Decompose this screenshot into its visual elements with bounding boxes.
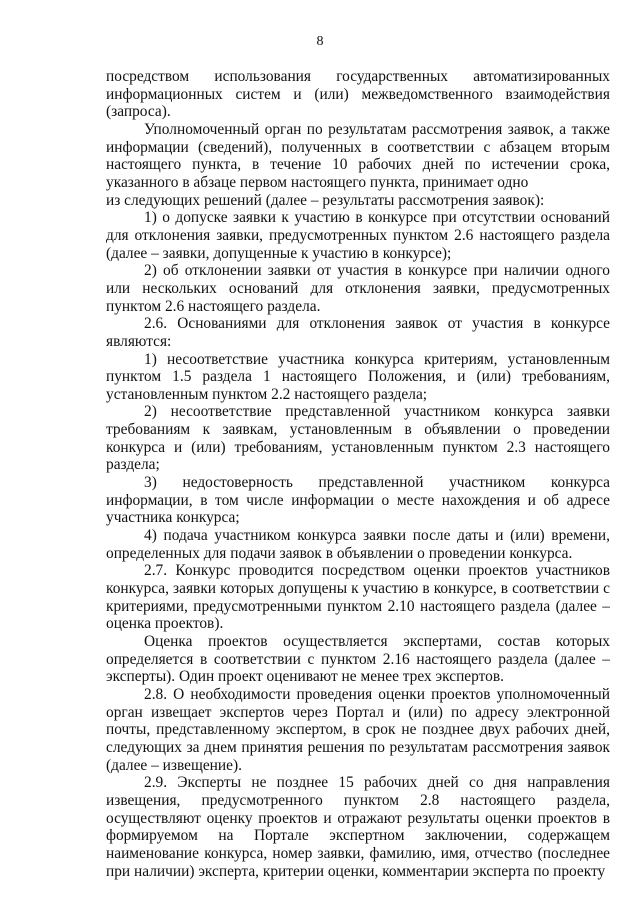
document-body [106, 68, 610, 880]
paragraph-continuation: посредством использования государственных автоматизированных информационных систем и (или) межведомственного взаимодействия (запроса). [106, 68, 610, 121]
list-item-late-submission: 4) подача участником конкурса заявки после даты и (или) времени, определенных для подачи заявок в объявлении о проведении конкурса. [106, 527, 610, 562]
clause-2-9: 2.9. Эксперты не позднее 15 рабочих дней со дня направления извещения, предусмотренного пунктом 2.8 настоящего раздела, осуществляют оценку проектов и отражают результаты оценки проектов в формируемом на Портале экспертном заключении, содержащем наименование конкурса, номер заявки, фамилию, имя, отчество (последнее при наличии) эксперта, критерии оценки, комментарии эксперта по проекту [106, 774, 610, 880]
paragraph-authority-decision: Уполномоченный орган по результатам рассмотрения заявок, а также информации (сведений), полученных в соответствии с абзацем вторым настоящего пункта, в течение 10 рабочих дней по истечении срока, указанного в абзаце первом настоящего пункта, принимает одно [106, 120, 610, 191]
paragraph-experts: Оценка проектов осуществляется экспертами, состав которых определяется в соответствии с пунктом 2.16 настоящего раздела (далее – эксперты). Один проект оценивают не менее трех экспертов. [106, 633, 610, 686]
list-item-rejection: 2) об отклонении заявки от участия в конкурсе при наличии одного или нескольких оснований для отклонения заявки, предусмотренных пунктом 2.6 настоящего раздела. [106, 262, 610, 315]
list-item-application-mismatch: 2) несоответствие представленной участником конкурса заявки требованиям к заявкам, установленным в объявлении о проведении конкурса и (или) требованиям, установленным пунктом 2.3 настоящего раздела; [106, 403, 610, 474]
clause-2-6: 2.6. Основаниями для отклонения заявок от участия в конкурсе являются: [106, 315, 610, 350]
page-number: 8 [316, 34, 324, 49]
paragraph-decision-options: из следующих решений (далее – результаты рассмотрения заявок): [106, 191, 545, 209]
list-item-false-information: 3) недостоверность представленной участником конкурса информации, в том числе информации о месте нахождения и об адресе участника конкурса; [106, 474, 610, 527]
clause-2-7: 2.7. Конкурс проводится посредством оценки проектов участников конкурса, заявки которых допущены к участию в конкурсе, в соответствии с критериями, предусмотренными пунктом 2.10 настоящего раздела (далее – оценка проектов). [106, 562, 610, 633]
list-item-admission: 1) о допуске заявки к участию в конкурсе при отсутствии оснований для отклонения заявки, предусмотренных пунктом 2.6 настоящего раздела (далее – заявки, допущенные к участию в конкурсе); [106, 209, 610, 262]
list-item-criteria-mismatch: 1) несоответствие участника конкурса критериям, установленным пунктом 1.5 раздела 1 настоящего Положения, и (или) требованиям, установленным пунктом 2.2 настоящего раздела; [106, 350, 610, 403]
clause-2-8: 2.8. О необходимости проведения оценки проектов уполномоченный орган извещает экспертов через Портал и (или) по адресу электронной почты, представленному экспертом, в срок не позднее двух рабочих дней, следующих за днем принятия решения по результатам рассмотрения заявок (далее – извещение). [106, 685, 610, 774]
